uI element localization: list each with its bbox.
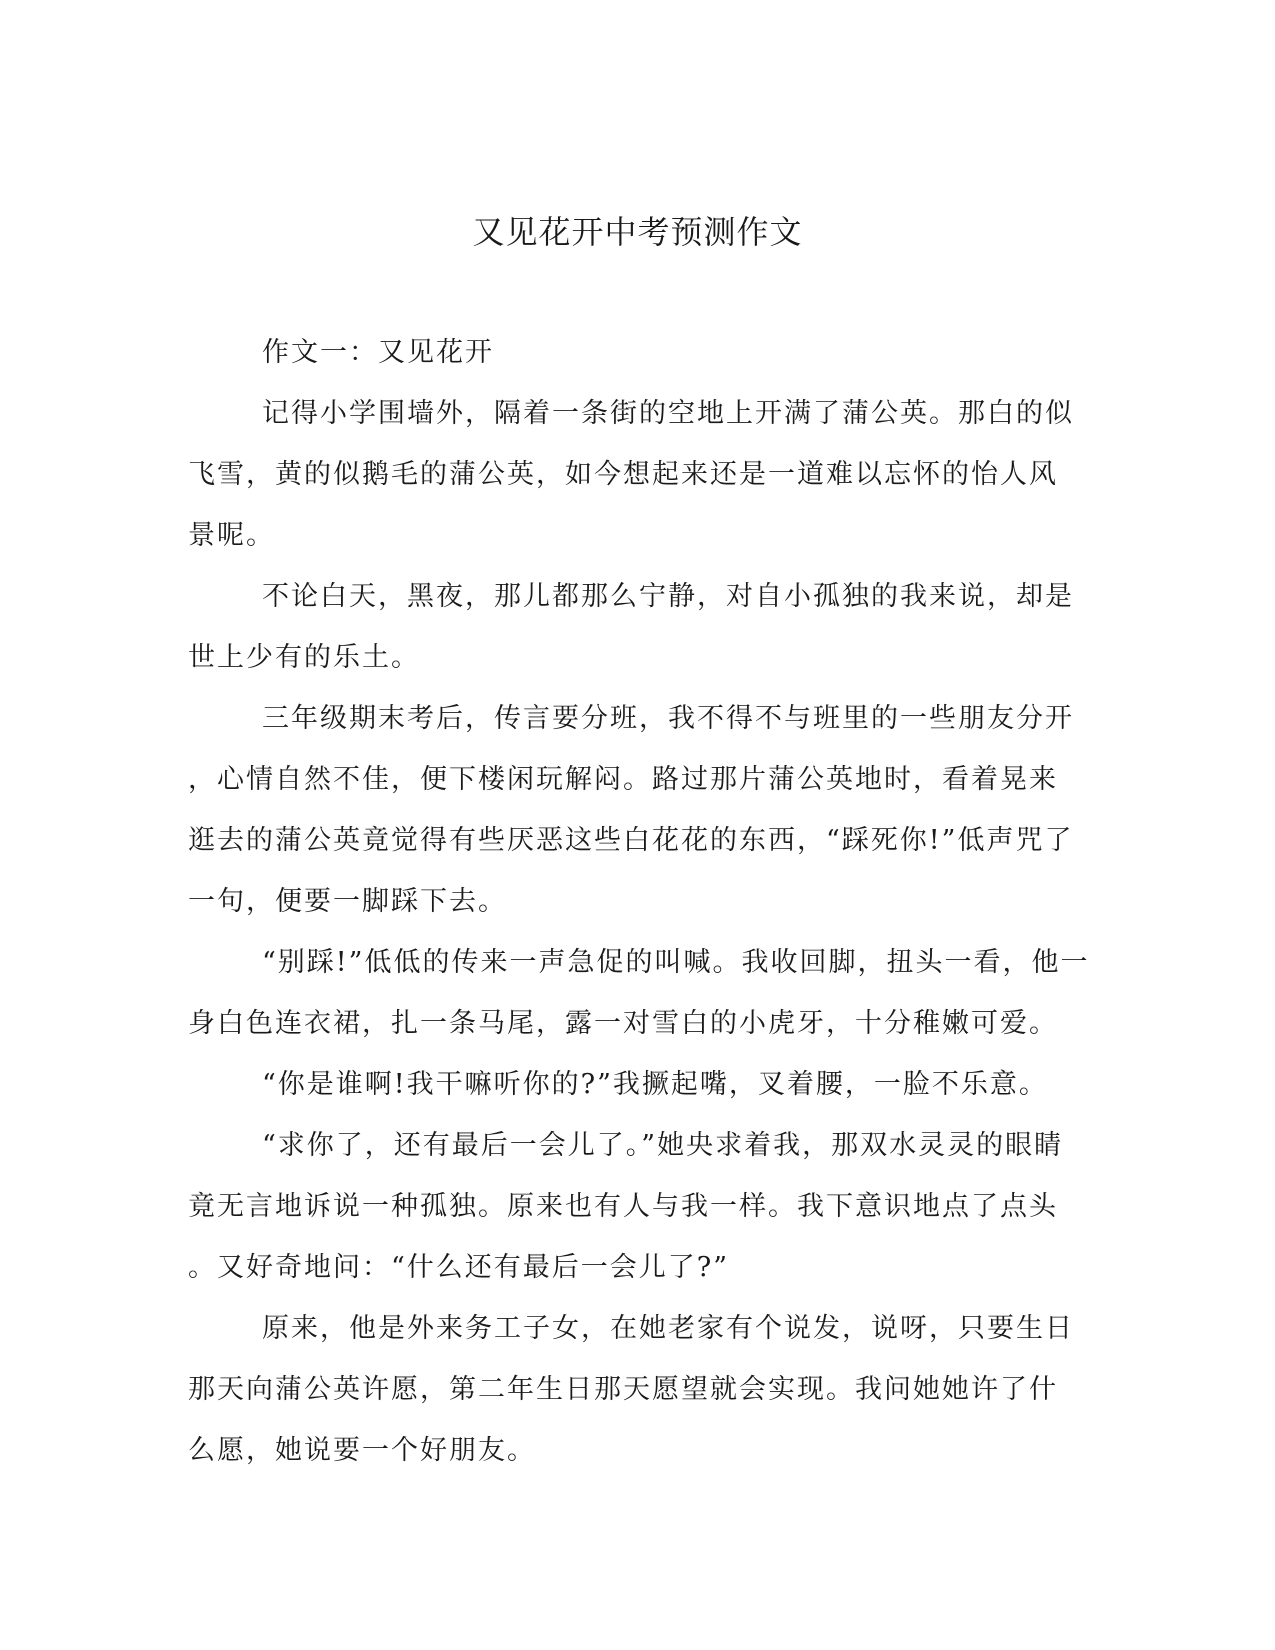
text-line: 原来，他是外来务工子女，在她老家有个说发，说呀，只要生日 bbox=[262, 1313, 1074, 1344]
text-line: 作文一：又见花开 bbox=[262, 337, 494, 368]
text-line: 一句，便要一脚踩下去。 bbox=[188, 886, 507, 917]
text-line: 么愿，她说要一个好朋友。 bbox=[188, 1435, 536, 1466]
text-line: 记得小学围墙外，隔着一条街的空地上开满了蒲公英。那白的似 bbox=[262, 398, 1074, 429]
text-line: 竟无言地诉说一种孤独。原来也有人与我一样。我下意识地点了点头 bbox=[188, 1191, 1058, 1222]
text-line: 不论白天，黑夜，那儿都那么宁静，对自小孤独的我来说，却是 bbox=[262, 581, 1074, 612]
text-line: 飞雪，黄的似鹅毛的蒲公英，如今想起来还是一道难以忘怀的怡人风 bbox=[188, 459, 1058, 490]
text-line: 世上少有的乐土。 bbox=[188, 642, 420, 673]
document-title: 又见花开中考预测作文 bbox=[472, 213, 803, 251]
text-line: 三年级期末考后，传言要分班，我不得不与班里的一些朋友分开 bbox=[262, 703, 1074, 734]
text-line: 景呢。 bbox=[188, 520, 275, 551]
text-line: 那天向蒲公英许愿，第二年生日那天愿望就会实现。我问她她许了什 bbox=[188, 1374, 1058, 1405]
text-line: 身白色连衣裙，扎一条马尾，露一对雪白的小虎牙，十分稚嫩可爱。 bbox=[188, 1008, 1058, 1039]
text-line: “别踩!”低低的传来一声急促的叫喊。我收回脚，扭头一看，他一 bbox=[262, 947, 1090, 978]
text-line: 逛去的蒲公英竟觉得有些厌恶这些白花花的东西，“踩死你!”低声咒了 bbox=[188, 825, 1074, 856]
text-line: “你是谁啊!我干嘛听你的?”我撅起嘴，叉着腰，一脸不乐意。 bbox=[262, 1069, 1048, 1100]
text-line: ，心情自然不佳，便下楼闲玩解闷。路过那片蒲公英地时，看着晃来 bbox=[188, 764, 1058, 795]
text-line: “求你了，还有最后一会儿了。”她央求着我，那双水灵灵的眼睛 bbox=[262, 1130, 1064, 1161]
document-body bbox=[188, 322, 1090, 1481]
text-line: 。又好奇地问：“什么还有最后一会儿了?” bbox=[188, 1252, 730, 1283]
